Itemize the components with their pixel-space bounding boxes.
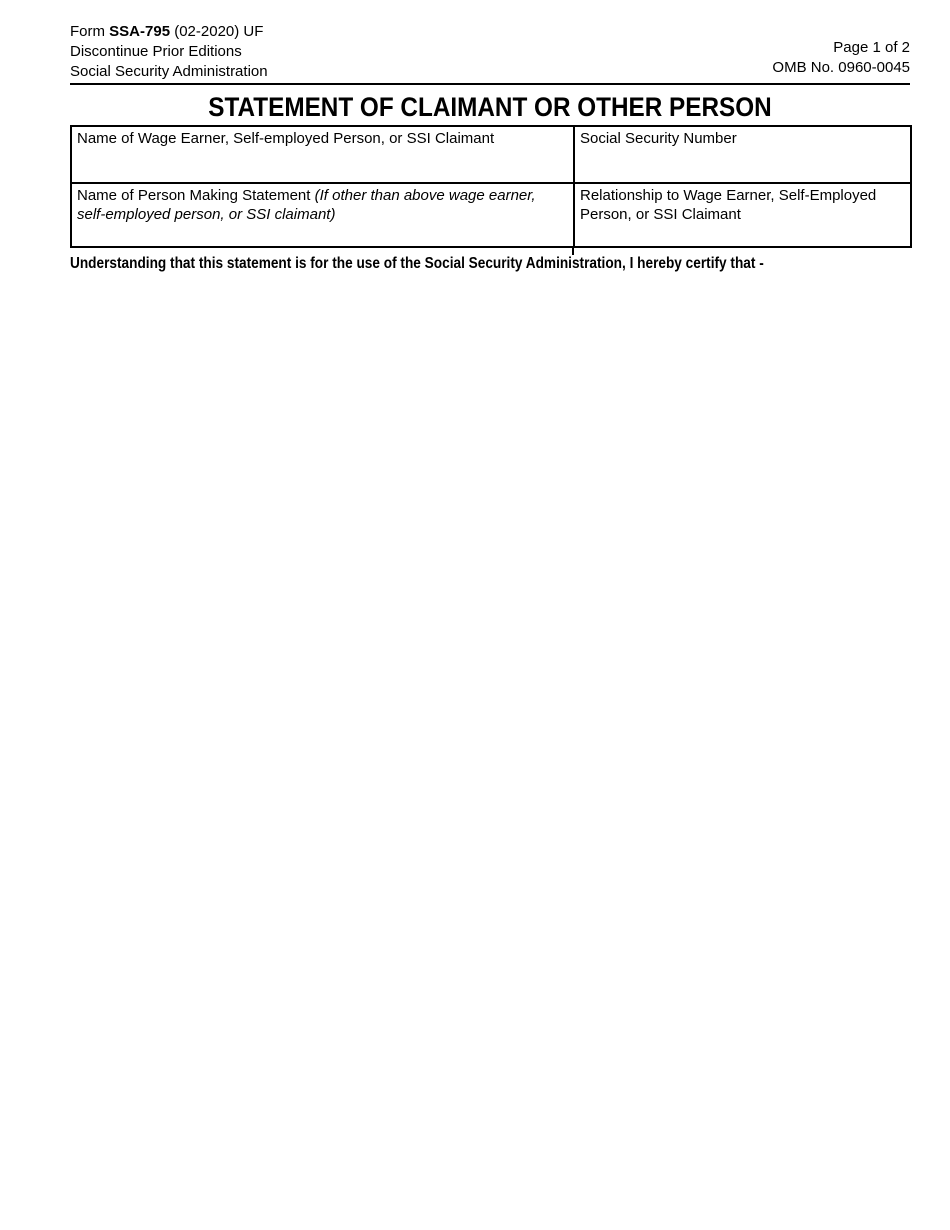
person-making-statement-label: Name of Person Making Statement (77, 187, 315, 204)
discontinue-prior-editions-line: Discontinue Prior Editions (70, 43, 242, 60)
person-making-statement-cell (71, 183, 574, 247)
ssn-label: Social Security Number (580, 130, 737, 147)
form-title-text: STATEMENT OF CLAIMANT OR OTHER PERSON (208, 92, 772, 122)
form-number-line (70, 22, 268, 42)
table-row-1 (71, 126, 911, 183)
form-header-left (70, 22, 268, 82)
page-number: Page 1 of 2 (833, 39, 910, 56)
ssn-cell (574, 126, 911, 183)
form-title (70, 89, 910, 125)
column-divider-overshoot (572, 246, 574, 255)
form-header-right (772, 38, 910, 78)
claimant-info-table (70, 125, 912, 248)
agency-name-line: Social Security Administration (70, 63, 268, 80)
wage-earner-name-field[interactable] (77, 148, 568, 170)
relationship-field[interactable] (580, 224, 905, 246)
form-number: SSA-795 (109, 23, 171, 40)
omb-number: OMB No. 0960-0045 (772, 59, 910, 76)
relationship-label: Relationship to Wage Earner, Self-Employed Person, or SSI Claimant (580, 187, 877, 223)
relationship-cell (574, 183, 911, 247)
claimant-info-table-wrap (70, 125, 910, 248)
wage-earner-name-label: Name of Wage Earner, Self-employed Person, or SSI Claimant (77, 130, 495, 147)
table-row-2 (71, 183, 911, 247)
form-header (70, 0, 910, 82)
form-number-suffix: (02-2020) UF (170, 23, 264, 40)
person-making-statement-label-italic: (If other than above wage earner, self-employed person, or SSI claimant) (77, 187, 536, 223)
header-divider-rule (70, 83, 910, 85)
ssn-field[interactable] (580, 148, 905, 170)
page-content (70, 0, 910, 273)
certification-statement-text: Understanding that this statement is for the use of the Social Security Administration, I hereby certify that - (70, 255, 764, 272)
certification-statement (70, 255, 910, 273)
person-making-statement-field[interactable] (77, 224, 568, 246)
form-number-prefix: Form (70, 23, 110, 40)
wage-earner-name-cell (71, 126, 574, 183)
